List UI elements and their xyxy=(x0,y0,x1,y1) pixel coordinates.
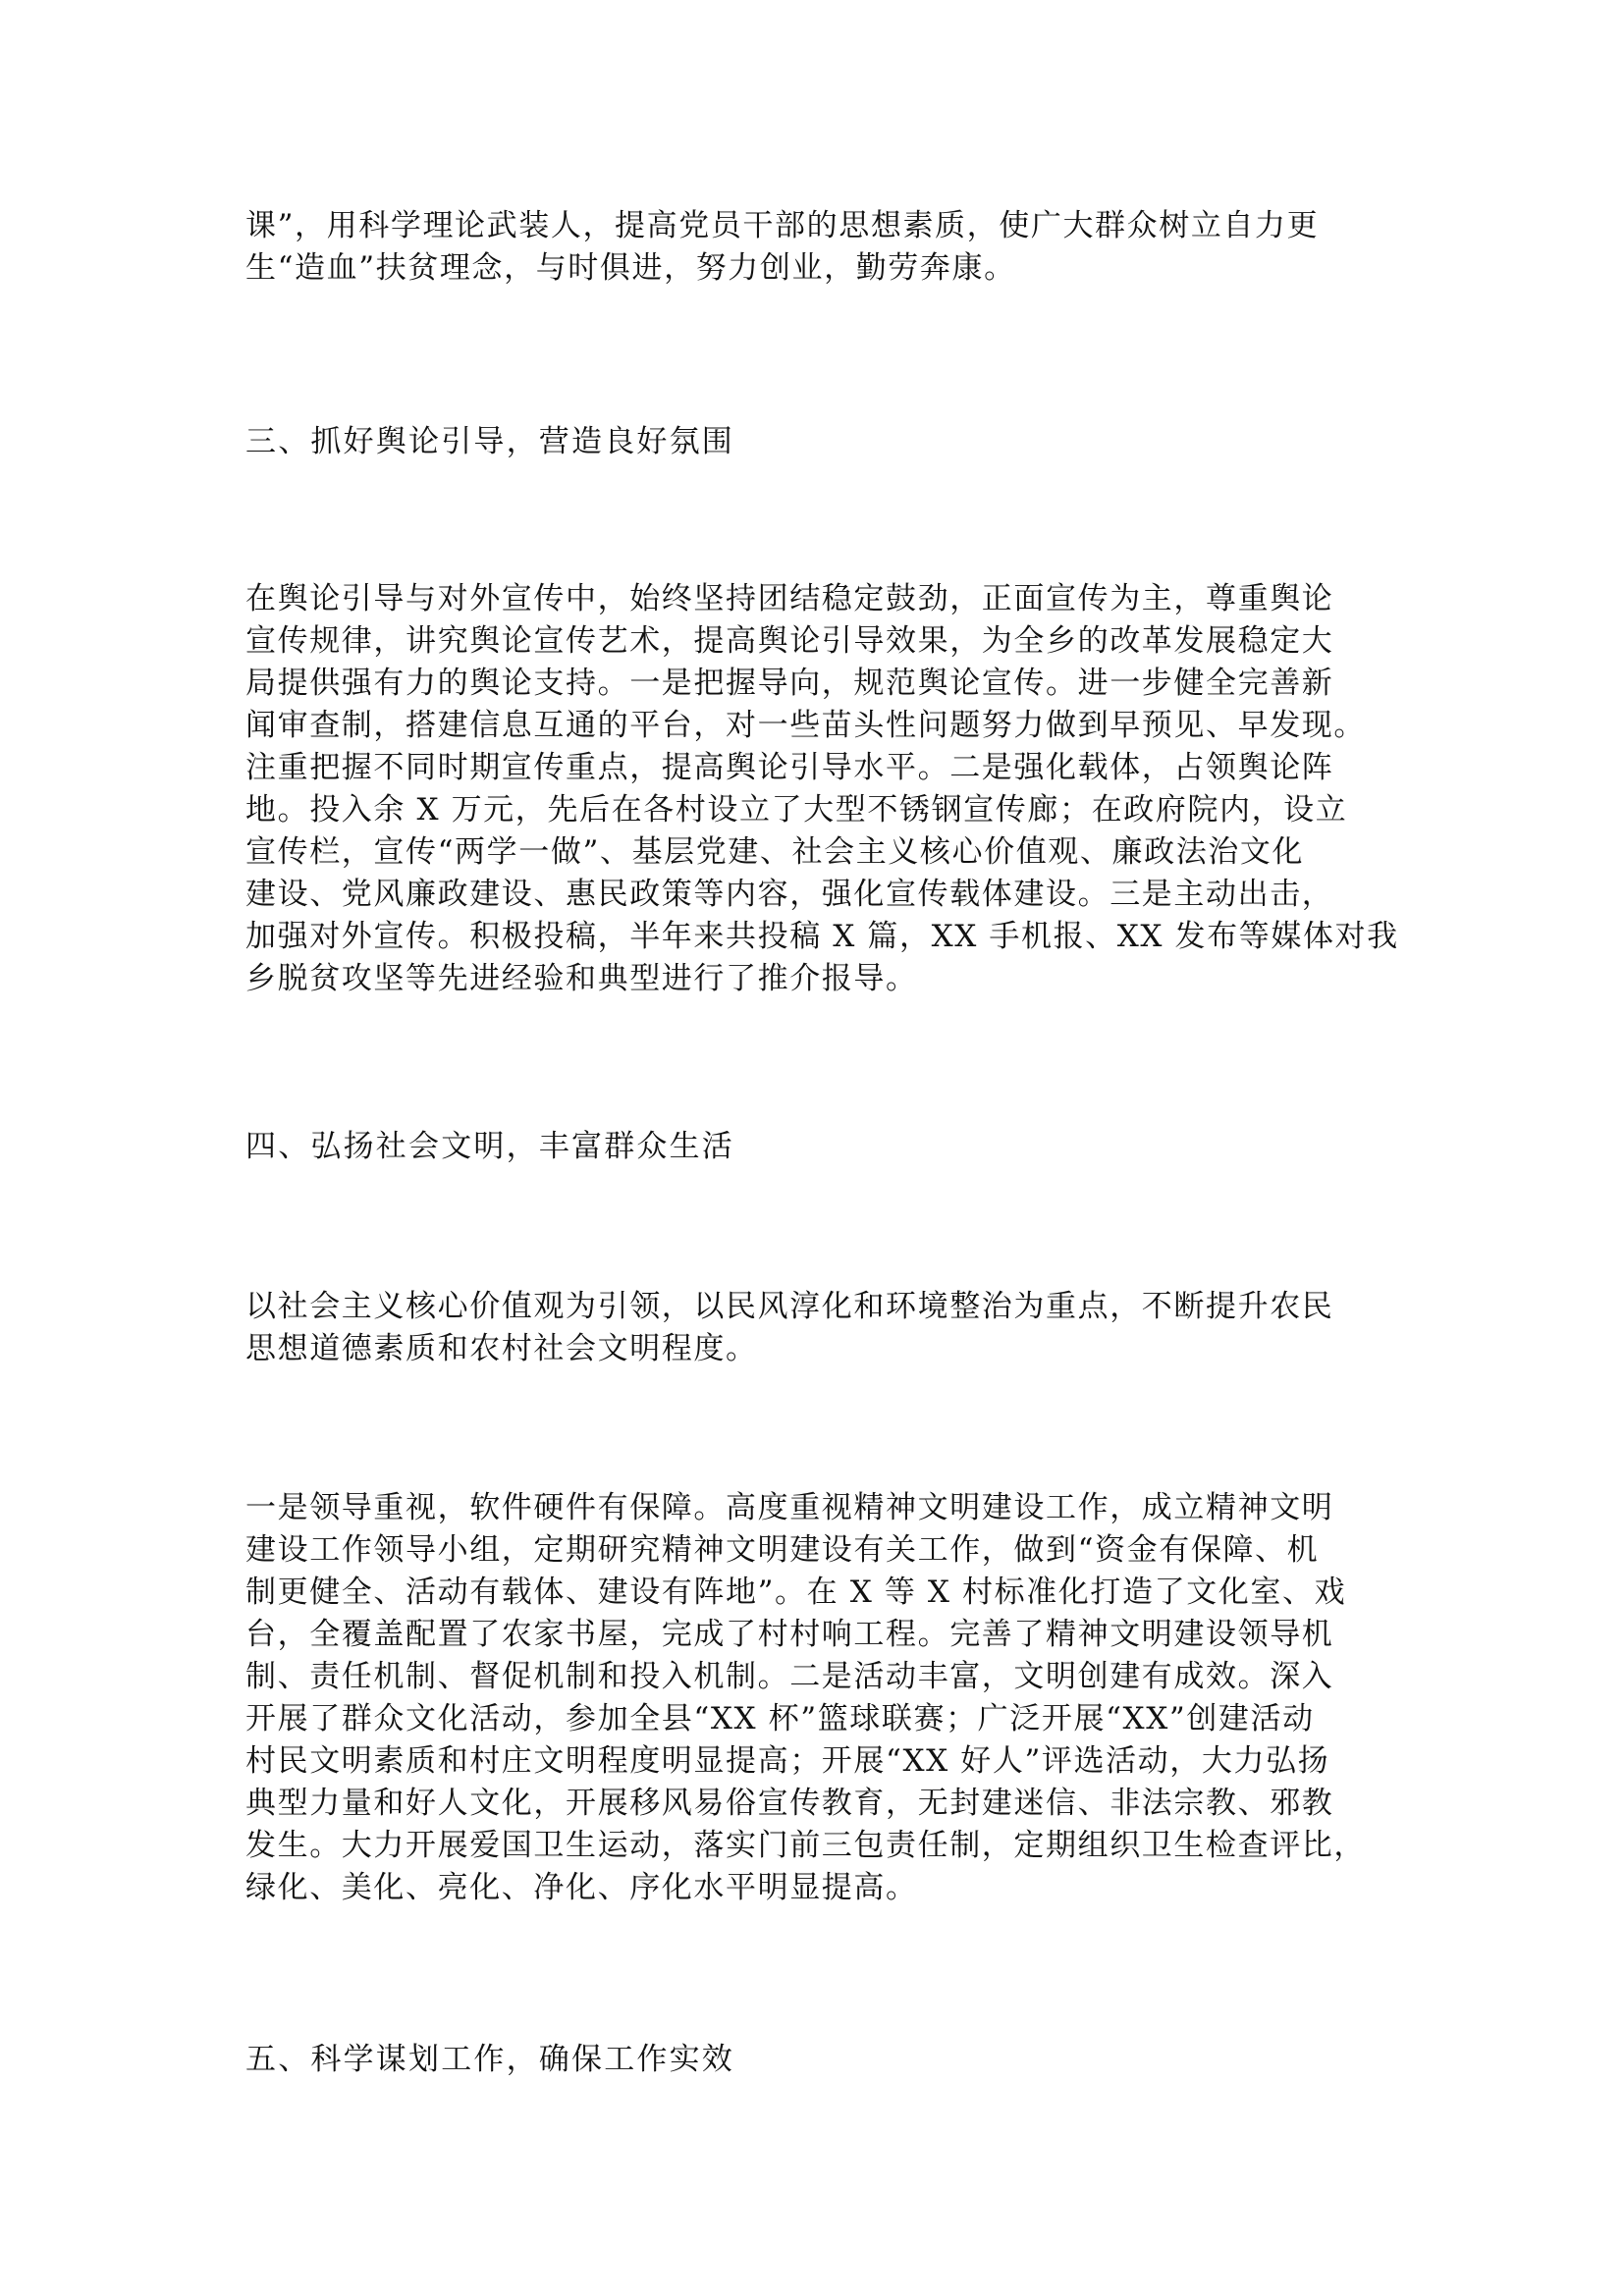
text-line: 以社会主义核心价值观为引领，以民风淳化和环境整治为重点，不断提升农民 xyxy=(245,1289,1334,1324)
text-line: 典型力量和好人文化，开展移风易俗宣传教育，无封建迷信、非法宗教、邪教 xyxy=(245,1786,1334,1821)
heading-text: 四、弘扬社会文明，丰富群众生活 xyxy=(245,1129,734,1164)
text-line: 村民文明素质和村庄文明程度明显提高；开展“XX 好人”评选活动，大力弘扬 xyxy=(245,1743,1330,1779)
text-line: 开展了群众文化活动，参加全县“XX 杯”篮球联赛；广泛开展“XX”创建活动 xyxy=(245,1701,1315,1736)
text-line: 地。投入余 X 万元，先后在各村设立了大型不锈钢宣传廊；在政府院内，设立 xyxy=(245,792,1348,828)
text-line: 台，全覆盖配置了农家书屋，完成了村村响工程。完善了精神文明建设领导机 xyxy=(245,1617,1334,1652)
text-line: 一是领导重视，软件硬件有保障。高度重视精神文明建设工作，成立精神文明 xyxy=(245,1490,1334,1525)
text-line: 课”，用科学理论武装人，提高党员干部的思想素质，使广大群众树立自力更 xyxy=(245,208,1320,243)
text-line: 制更健全、活动有载体、建设有阵地”。在 X 等 X 村标准化打造了文化室、戏 xyxy=(245,1575,1347,1610)
text-line: 宣传栏，宣传“两学一做”、基层党建、社会主义核心价值观、廉政法治文化 xyxy=(245,834,1305,870)
heading-text: 五、科学谋划工作，确保工作实效 xyxy=(245,2042,734,2077)
text-line: 注重把握不同时期宣传重点，提高舆论引导水平。二是强化载体，占领舆论阵 xyxy=(245,750,1334,785)
text-line: 生“造血”扶贫理念，与时俱进，努力创业，勤劳奔康。 xyxy=(245,250,1016,286)
paragraph-civilization-intro xyxy=(245,1286,1384,1370)
text-line: 发生。大力开展爱国卫生运动，落实门前三包责任制，定期组织卫生检查评比， xyxy=(245,1828,1366,1863)
text-line: 建设、党风廉政建设、惠民政策等内容，强化宣传载体建设。三是主动出击， xyxy=(245,877,1334,912)
section-heading-5 xyxy=(245,2039,1384,2081)
paragraph-civilization-detail xyxy=(245,1487,1384,1909)
text-line: 宣传规律，讲究舆论宣传艺术，提高舆论引导效果，为全乡的改革发展稳定大 xyxy=(245,623,1334,659)
text-line: 乡脱贫攻坚等先进经验和典型进行了推介报导。 xyxy=(245,961,918,996)
section-heading-3 xyxy=(245,421,1384,463)
text-line: 局提供强有力的舆论支持。一是把握导向，规范舆论宣传。进一步健全完善新 xyxy=(245,666,1334,701)
paragraph-public-opinion xyxy=(245,578,1399,1000)
text-line: 加强对外宣传。积极投稿，半年来共投稿 X 篇，XX 手机报、XX 发布等媒体对我 xyxy=(245,919,1399,954)
text-line: 在舆论引导与对外宣传中，始终坚持团结稳定鼓劲，正面宣传为主，尊重舆论 xyxy=(245,581,1334,616)
text-line: 制、责任机制、督促机制和投入机制。二是活动丰富，文明创建有成效。深入 xyxy=(245,1659,1334,1694)
text-line: 建设工作领导小组，定期研究精神文明建设有关工作，做到“资金有保障、机 xyxy=(245,1532,1320,1568)
text-line: 思想道德素质和农村社会文明程度。 xyxy=(245,1331,758,1366)
heading-text: 三、抓好舆论引导，营造良好氛围 xyxy=(245,424,734,459)
text-line: 闻审查制，搭建信息互通的平台，对一些苗头性问题努力做到早预见、早发现。 xyxy=(245,708,1366,743)
section-heading-4 xyxy=(245,1126,1384,1168)
paragraph-continued xyxy=(245,205,1384,290)
text-line: 绿化、美化、亮化、净化、序化水平明显提高。 xyxy=(245,1870,918,1905)
